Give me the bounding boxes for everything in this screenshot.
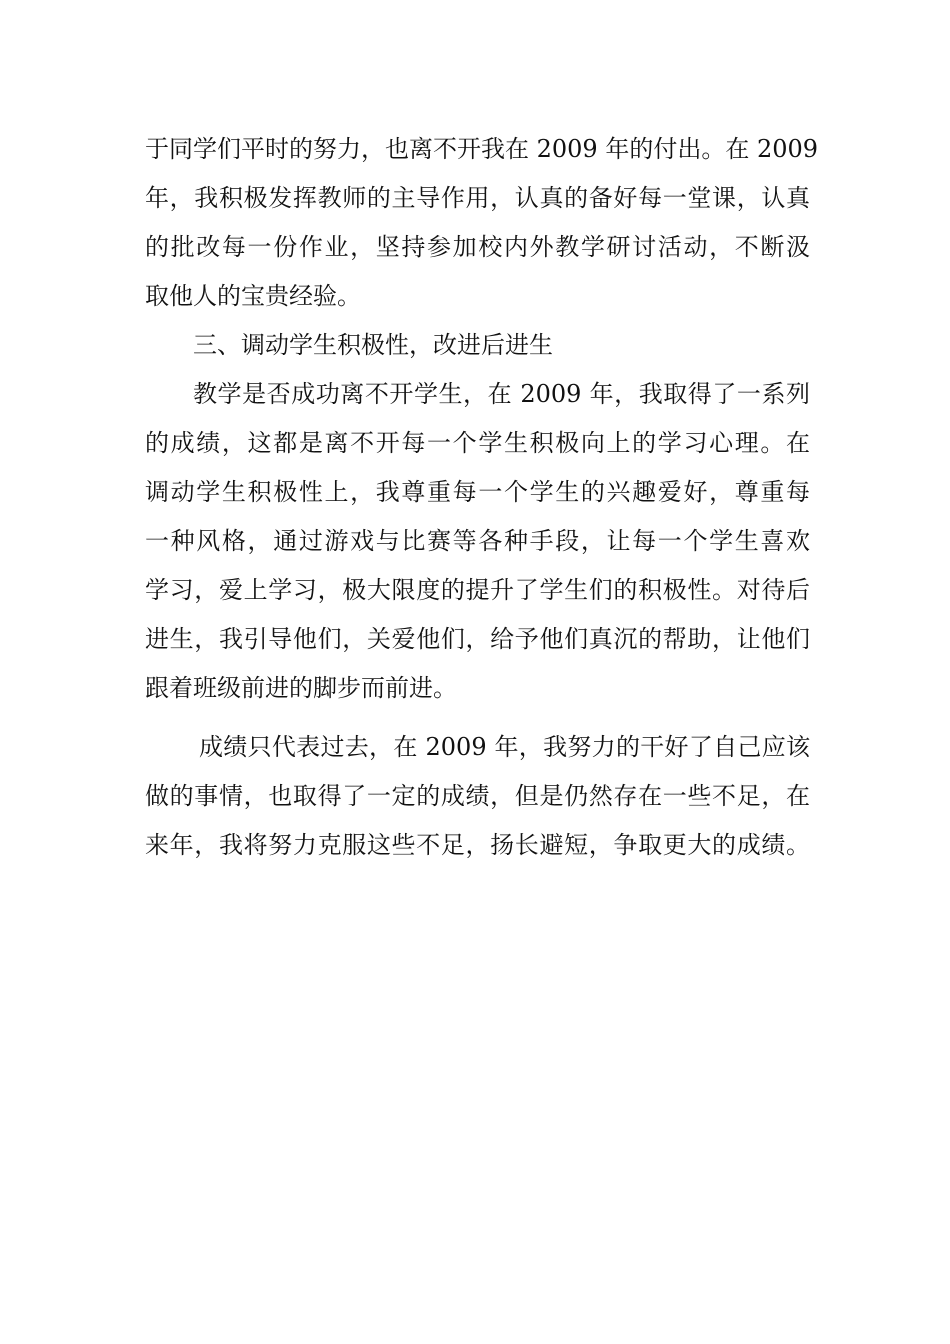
text-line: 年，我积极发挥教师的主导作用，认真的备好每一堂课，认真 (145, 184, 810, 212)
paragraph-2 (145, 370, 810, 713)
paragraph-1 (145, 125, 819, 321)
text-line: 来年，我将努力克服这些不足，扬长避短，争取更大的成绩。 (145, 831, 810, 859)
document-body (145, 125, 819, 870)
text-line: 进生，我引导他们，关爱他们，给予他们真沉的帮助，让他们 (145, 625, 810, 653)
paragraph-spacer (145, 713, 810, 723)
text-line: 取他人的宝贵经验。 (145, 282, 361, 310)
paragraph-3 (145, 723, 810, 870)
text-line: 成绩只代表过去，在 2009 年，我努力的干好了自己应该 (199, 733, 810, 761)
text-line: 一种风格，通过游戏与比赛等各种手段，让每一个学生喜欢 (145, 527, 810, 555)
text-line: 的成绩，这都是离不开每一个学生积极向上的学习心理。在 (145, 429, 810, 457)
text-line: 做的事情，也取得了一定的成绩，但是仍然存在一些不足，在 (145, 782, 810, 810)
text-line: 调动学生积极性上，我尊重每一个学生的兴趣爱好，尊重每 (145, 478, 810, 506)
text-line: 跟着班级前进的脚步而前进。 (145, 674, 457, 702)
text-line: 教学是否成功离不开学生，在 2009 年，我取得了一系列 (193, 380, 810, 408)
section-heading: 三、调动学生积极性，改进后进生 (193, 331, 553, 359)
text-line: 的批改每一份作业，坚持参加校内外教学研讨活动，不断汲 (145, 233, 810, 261)
text-line: 于同学们平时的努力，也离不开我在 2009 年的付出。在 2009 (145, 135, 819, 163)
text-line: 学习，爱上学习，极大限度的提升了学生们的积极性。对待后 (145, 576, 810, 604)
